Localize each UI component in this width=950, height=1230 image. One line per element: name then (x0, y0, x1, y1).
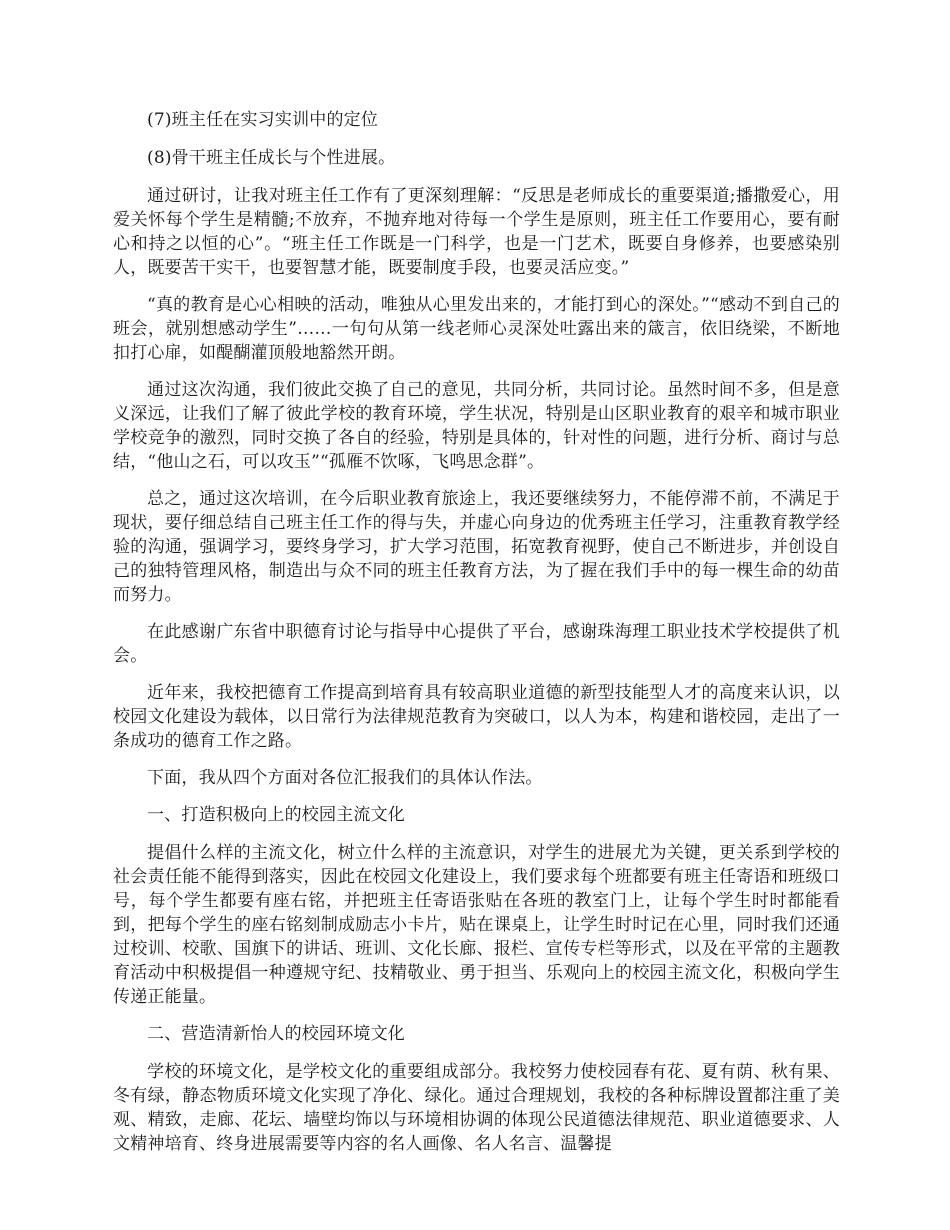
list-item-8: (8)骨干班主任成长与个性进展。 (147, 148, 396, 168)
document-body (113, 108, 840, 1169)
paragraph-thanks: 在此感谢广东省中职德育讨论与指导中心提供了平台，感谢珠海理工职业技术学校提供了机会。 (113, 622, 840, 666)
paragraph-mainstream-culture: 提倡什么样的主流文化，树立什么样的主流意识，对学生的进展尤为关键，更关系到学校的社会责任能不能得到落实，因此在校园文化建设上，我们要求每个班都要有班主任寄语和班级口号，每个学生都要有座右铭，并把班主任寄语张贴在各班的教室门上，让每个学生时时都能看到，把每个学生的座右铭刻制成励志小卡片，贴在课桌上，让学生时时记在心里，同时我们还通过校训、校歌、国旗下的讲话、班训、文化长廊、报栏、宣传专栏等形式，以及在平常的主题教育活动中积极提倡一种遵规守纪、技精敬业、勇于担当、乐观向上的校园主流文化，积极向学生传递正能量。 (113, 843, 840, 1007)
list-item-7: (7)班主任在实习实训中的定位 (147, 110, 379, 130)
paragraph-summary: 总之，通过这次培训，在今后职业教育旅途上，我还要继续努力，不能停滞不前，不满足于现状，要仔细总结自己班主任工作的得与失，并虚心向身边的优秀班主任学习，注重教育教学经验的沟通，强调学习，要终身学习，扩大学习范围，拓宽教育视野，使自己不断进步，并创设自己的独特管理风格，制造出与众不同的班主任教育方法，为了握在我们手中的每一棵生命的幼苗而努力。 (113, 489, 840, 605)
paragraph-intro: 下面，我从四个方面对各位汇报我们的具体认作法。 (147, 768, 543, 788)
section-heading-2: 二、营造清新怡人的校园环境文化 (147, 1024, 405, 1044)
paragraph-quotes: “真的教育是心心相映的活动，唯独从心里发出来的，才能打到心的深处。”“感动不到自己的班会，就别想感动学生”……一句句从第一线老师心灵深处吐露出来的箴言，依旧绕梁，不断地扣打心扉，如醍醐灌顶般地豁然开朗。 (113, 295, 840, 363)
paragraph-communication: 通过这次沟通，我们彼此交换了自己的意见，共同分析，共同讨论。虽然时间不多，但是意义深远，让我们了解了彼此学校的教育环境，学生状况，特别是山区职业教育的艰辛和城市职业学校竞争的激烈，同时交换了各自的经验，特别是具体的，针对性的问题，进行分析、商讨与总结，“他山之石，可以攻玉”“孤雁不饮啄，飞鸣思念群”。 (113, 380, 840, 472)
paragraph-environment-culture: 学校的环境文化，是学校文化的重要组成部分。我校努力使校园春有花、夏有荫、秋有果、冬有绿，静态物质环境文化实现了净化、绿化。通过合理规划，我校的各种标牌设置都注重了美观、精致，走廊、花坛、墙壁均饰以与环境相协调的体现公民道德法律规范、职业道德要求、人文精神培育、终身进展需要等内容的名人画像、名人名言、温馨提 (113, 1062, 840, 1154)
paragraph-recent-years: 近年来，我校把德育工作提高到培育具有较高职业道德的新型技能型人才的高度来认识，以校园文化建设为载体，以日常行为法律规范教育为突破口，以人为本，构建和谐校园，走出了一条成功的德育工作之路。 (113, 683, 840, 751)
section-heading-1: 一、打造积极向上的校园主流文化 (147, 805, 405, 825)
paragraph-understanding: 通过研讨，让我对班主任工作有了更深刻理解：“反思是老师成长的重要渠道;播撒爱心，用爱关怀每个学生是精髓;不放弃，不抛弃地对待每一个学生是原则，班主任工作要用心，要有耐心和持之以恒的心”。“班主任工作既是一门科学，也是一门艺术，既要自身修养，也要感染别人，既要苦干实干，也要智慧才能，既要制度手段，也要灵活应变。” (113, 186, 840, 278)
